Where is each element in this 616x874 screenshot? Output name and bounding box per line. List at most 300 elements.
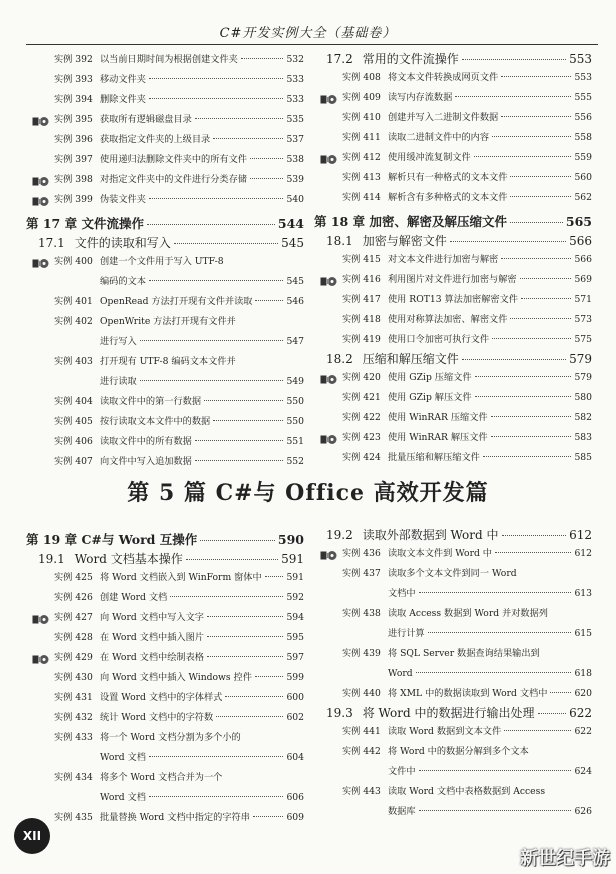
entry-label: 实例 397 [54, 154, 93, 165]
running-header: C#开发实例大全（基础卷） [219, 26, 397, 41]
page-number: 556 [574, 112, 592, 123]
page-number: 595 [286, 632, 304, 643]
entry-text: Word [388, 668, 413, 679]
page-number: 551 [286, 436, 304, 447]
entry-line [100, 190, 304, 210]
page-number: 618 [574, 668, 592, 679]
entry-line [100, 608, 304, 628]
dot-leader [255, 676, 284, 677]
dot-leader [492, 136, 571, 137]
page-number: 606 [286, 792, 304, 803]
entry-body [100, 392, 304, 412]
entry-line [100, 412, 304, 432]
page-number: 550 [286, 416, 304, 427]
entry-body [100, 90, 304, 110]
entry-text: 读取 Word 文档中表格数据到 Access [388, 786, 546, 797]
entry-label: 实例 442 [342, 746, 381, 757]
entry-line [388, 88, 592, 108]
video-cd-icon [320, 549, 340, 560]
page-number: 622 [569, 706, 592, 720]
entry-body [100, 70, 304, 90]
entry-text: 使用 ROT13 算法加密解密文件 [388, 294, 518, 305]
entry-body [388, 290, 592, 310]
toc-entry[interactable] [26, 90, 304, 110]
entry-label: 实例 434 [54, 772, 93, 783]
entry-label: 实例 425 [54, 572, 93, 583]
page-number: 585 [574, 452, 592, 463]
entry-body [100, 588, 304, 608]
section-heading[interactable] [314, 704, 592, 722]
entry-line [388, 188, 592, 208]
entry-line [388, 664, 592, 684]
entry-label: 实例 441 [342, 726, 381, 737]
entry-line [100, 708, 304, 728]
entry-text: Word 文档 [100, 752, 146, 763]
dot-leader [149, 198, 284, 199]
dot-leader [450, 241, 566, 242]
page-number: 569 [574, 274, 592, 285]
entry-label: 实例 414 [342, 192, 381, 203]
entry-text: 读取 Access 数据到 Word 并对数据列 [388, 608, 548, 619]
page-number: 537 [286, 134, 304, 145]
entry-text: 利用图片对文件进行加密与解密 [388, 274, 517, 285]
dot-leader [491, 416, 572, 417]
entry-body [388, 310, 592, 330]
video-cd-icon [32, 195, 52, 206]
page-number: 562 [574, 192, 592, 203]
dot-leader [475, 376, 572, 377]
entry-line [100, 150, 304, 170]
toc-entry[interactable] [314, 88, 592, 108]
page-number: 604 [286, 752, 304, 763]
toc-entry[interactable] [26, 312, 304, 352]
entry-label: 实例 429 [54, 652, 93, 663]
entry-text: 解析只有一种格式的文本文件 [388, 172, 508, 183]
entry-text: 读取二进制文件中的内容 [388, 132, 490, 143]
entry-label: 实例 437 [342, 568, 381, 579]
entry-text: 创建并写入二进制文件数据 [388, 112, 499, 123]
toc-entry[interactable] [314, 290, 592, 310]
page-number: 533 [286, 74, 304, 85]
entry-line [388, 68, 592, 88]
entry-line [100, 628, 304, 648]
entry-body [100, 352, 304, 392]
entry-line [100, 70, 304, 90]
entry-text: OpenWrite 方法打开现有文件并 [100, 316, 236, 327]
entry-line [100, 50, 304, 70]
entry-line [100, 728, 304, 748]
section-heading[interactable] [26, 234, 304, 252]
entry-label: 实例 409 [342, 92, 381, 103]
toc-entry[interactable] [26, 130, 304, 150]
entry-label: 实例 406 [54, 436, 93, 447]
page-number: 609 [286, 812, 304, 823]
toc-entry[interactable] [314, 250, 592, 270]
entry-label: 实例 436 [342, 548, 381, 559]
entry-body [388, 250, 592, 270]
page-number: 622 [574, 726, 592, 737]
entry-text: 使用对称算法加密、解密文件 [388, 314, 508, 325]
toc-entry[interactable] [26, 648, 304, 668]
toc-entry[interactable] [314, 428, 592, 448]
entry-line [100, 788, 304, 808]
toc-entry[interactable] [314, 270, 592, 290]
dot-leader [195, 118, 284, 119]
toc-entry[interactable] [26, 50, 304, 70]
video-cd-icon [32, 653, 52, 664]
chapter-heading[interactable] [26, 214, 304, 234]
dot-leader [216, 716, 283, 717]
toc-entry[interactable] [26, 432, 304, 452]
entry-text: 进行写入 [100, 336, 137, 347]
entry-body [388, 604, 592, 644]
page-number: 602 [286, 712, 304, 723]
toc-entry[interactable] [314, 448, 592, 468]
dot-leader [455, 96, 571, 97]
entry-text: 使用缓冲流复制文件 [388, 152, 471, 163]
toc-entry[interactable] [26, 728, 304, 768]
section-number: 18.1 [326, 234, 353, 248]
entry-label: 实例 395 [54, 114, 93, 125]
page-number: 559 [574, 152, 592, 163]
dot-leader [140, 380, 284, 381]
toc-entry[interactable] [314, 388, 592, 408]
entry-line [388, 148, 592, 168]
entry-text: 读取文件中的第一行数据 [100, 396, 202, 407]
section-number: 17.2 [326, 52, 353, 66]
entry-text: 进行计算 [388, 628, 425, 639]
entry-text: 获取所有逻辑磁盘目录 [100, 114, 192, 125]
dot-leader [265, 576, 284, 577]
section-title: 常用的文件流操作 [362, 52, 459, 66]
dot-leader [149, 78, 284, 79]
toc-entry[interactable] [26, 568, 304, 588]
entry-label: 实例 426 [54, 592, 93, 603]
dot-leader [521, 298, 571, 299]
page-number: 558 [574, 132, 592, 143]
toc-entry[interactable] [26, 150, 304, 170]
dot-leader [200, 540, 275, 541]
toc-entry[interactable] [26, 110, 304, 130]
entry-body [100, 190, 304, 210]
dot-leader [510, 318, 571, 319]
entry-label: 实例 417 [342, 294, 381, 305]
entry-line [388, 584, 592, 604]
entry-line [388, 310, 592, 330]
entry-text: 对指定文件夹中的文件进行分类存储 [100, 174, 247, 185]
toc-entry[interactable] [26, 170, 304, 190]
toc-entry[interactable] [26, 190, 304, 210]
dot-leader [501, 116, 571, 117]
dot-leader [501, 76, 571, 77]
entry-text: 创建一个文件用于写入 UTF-8 [100, 256, 224, 267]
entry-body [100, 688, 304, 708]
toc-entry[interactable] [26, 452, 304, 472]
entry-text: 按行读取文本文件中的数据 [100, 416, 211, 427]
entry-label: 实例 416 [342, 274, 381, 285]
toc-entry[interactable] [314, 544, 592, 564]
section-title: Word 文档基本操作 [74, 552, 183, 566]
toc-entry[interactable] [26, 668, 304, 688]
toc-entry[interactable] [314, 782, 592, 822]
entry-line [388, 802, 592, 822]
page-number: 612 [574, 548, 592, 559]
section-heading[interactable] [314, 232, 592, 250]
page-number: 545 [286, 276, 304, 287]
toc-entry[interactable] [314, 310, 592, 330]
entry-line [388, 684, 592, 704]
dot-leader [419, 592, 572, 593]
entry-line [388, 722, 592, 742]
entry-label: 实例 443 [342, 786, 381, 797]
toc-entry[interactable] [26, 292, 304, 312]
entry-label: 实例 405 [54, 416, 93, 427]
entry-text: 统计 Word 文档中的字符数 [100, 712, 214, 723]
toc-entry[interactable] [26, 252, 304, 292]
page-number: 555 [574, 92, 592, 103]
entry-line [100, 110, 304, 130]
dot-leader [502, 535, 567, 536]
section-heading[interactable] [314, 50, 592, 68]
watermark-logo: 新世纪手游 [520, 848, 610, 869]
section-title: 读取外部数据到 Word 中 [362, 528, 499, 542]
toc-entry[interactable] [26, 392, 304, 412]
entry-text: 读写内存流数据 [388, 92, 453, 103]
entry-text: 在 Word 文档中插入图片 [100, 632, 204, 643]
entry-body [388, 684, 592, 704]
video-cd-icon [32, 257, 52, 268]
entry-body [100, 452, 304, 472]
entry-line [388, 290, 592, 310]
video-cd-icon [320, 433, 340, 444]
dot-leader [504, 730, 571, 731]
toc-entry[interactable] [26, 608, 304, 628]
entry-label: 实例 410 [342, 112, 381, 123]
entry-text: 读取多个文本文件到同一 Word [388, 568, 517, 579]
entry-line [100, 170, 304, 190]
entry-line [100, 808, 304, 828]
section-number: 19.2 [326, 528, 353, 542]
entry-line [388, 330, 592, 350]
dot-leader [510, 222, 563, 223]
entry-label: 实例 403 [54, 356, 93, 367]
toc-entry[interactable] [314, 722, 592, 742]
entry-body [388, 108, 592, 128]
entry-body [100, 608, 304, 628]
toc-entry[interactable] [26, 352, 304, 392]
toc-entry[interactable] [314, 128, 592, 148]
page-number: 591 [286, 572, 304, 583]
toc-entry[interactable] [314, 148, 592, 168]
chapter-heading[interactable] [26, 530, 304, 550]
page-number: 615 [574, 628, 592, 639]
toc-entry[interactable] [26, 708, 304, 728]
entry-label: 实例 394 [54, 94, 93, 105]
entry-text: 打开现有 UTF-8 编码文本文件并 [100, 356, 236, 367]
entry-body [388, 188, 592, 208]
toc-entry[interactable] [26, 768, 304, 808]
entry-text: 将 Word 文档嵌入到 WinForm 窗体中 [100, 572, 262, 583]
toc-entry[interactable] [26, 688, 304, 708]
toc-entry[interactable] [314, 108, 592, 128]
entry-line [100, 252, 304, 272]
toc-entry[interactable] [314, 408, 592, 428]
header-rule [26, 44, 598, 45]
entry-text: 将 Word 中的数据分解到多个文本 [388, 746, 529, 757]
page-number: 553 [569, 52, 592, 66]
entry-line [388, 644, 592, 664]
entry-text: 使用递归法删除文件夹中的所有文件 [100, 154, 247, 165]
dot-leader [419, 810, 572, 811]
chapter-heading[interactable] [314, 212, 592, 232]
entry-line [100, 90, 304, 110]
entry-text: 删除文件夹 [100, 94, 146, 105]
entry-body [388, 68, 592, 88]
entry-label: 实例 431 [54, 692, 93, 703]
entry-text: 批量压缩和解压缩文件 [388, 452, 480, 463]
entry-body [100, 312, 304, 352]
dot-leader [462, 359, 566, 360]
toc-entry[interactable] [314, 330, 592, 350]
entry-body [100, 252, 304, 292]
entry-label: 实例 404 [54, 396, 93, 407]
page-number: 590 [277, 532, 304, 547]
entry-line [100, 392, 304, 412]
video-cd-icon [320, 373, 340, 384]
entry-text: 使用 WinRAR 解压文件 [388, 432, 488, 443]
video-cd-icon [320, 153, 340, 164]
entry-line [388, 428, 592, 448]
toc-entry[interactable] [314, 742, 592, 782]
toc-entry[interactable] [314, 68, 592, 88]
toc-entry[interactable] [314, 684, 592, 704]
dot-leader [213, 420, 283, 421]
entry-line [388, 108, 592, 128]
toc-entry[interactable] [26, 628, 304, 648]
toc-column-bottom-left [26, 526, 304, 828]
entry-label: 实例 400 [54, 256, 93, 267]
entry-label: 实例 393 [54, 74, 93, 85]
dot-leader [195, 460, 284, 461]
dot-leader [501, 258, 571, 259]
entry-body [100, 292, 304, 312]
toc-entry[interactable] [26, 588, 304, 608]
entry-line [388, 448, 592, 468]
dot-leader [462, 59, 566, 60]
section-number: 19.3 [326, 706, 353, 720]
entry-label: 实例 419 [342, 334, 381, 345]
entry-label: 实例 421 [342, 392, 381, 403]
dot-leader [474, 156, 572, 157]
entry-line [388, 544, 592, 564]
entry-body [388, 388, 592, 408]
entry-text: 在 Word 文档中绘制表格 [100, 652, 204, 663]
entry-text: 文件中 [388, 766, 416, 777]
entry-body [388, 168, 592, 188]
section-title: 将 Word 中的数据进行输出处理 [362, 706, 535, 720]
entry-label: 实例 433 [54, 732, 93, 743]
video-cd-icon [32, 613, 52, 624]
entry-label: 实例 427 [54, 612, 93, 623]
entry-text: OpenRead 方法打开现有文件并读取 [100, 296, 253, 307]
entry-text: 向文件中写入追加数据 [100, 456, 192, 467]
entry-line [100, 648, 304, 668]
toc-entry[interactable] [314, 564, 592, 604]
page-number-badge: XII [14, 818, 50, 854]
section-title: 加密与解密文件 [362, 234, 447, 248]
entry-body [388, 428, 592, 448]
dot-leader [416, 672, 572, 673]
entry-label: 实例 422 [342, 412, 381, 423]
video-cd-icon [320, 93, 340, 104]
section-heading[interactable] [314, 526, 592, 544]
entry-text: 批量替换 Word 文档中指定的字符串 [100, 812, 250, 823]
dot-leader [149, 280, 284, 281]
page-number: 566 [574, 254, 592, 265]
video-cd-icon [320, 275, 340, 286]
toc-entry[interactable] [314, 168, 592, 188]
entry-body [388, 88, 592, 108]
page-number: 624 [574, 766, 592, 777]
chapter-title: 第 18 章 加密、解密及解压缩文件 [314, 214, 507, 229]
page-number: 582 [574, 412, 592, 423]
dot-leader [428, 632, 572, 633]
entry-body [100, 432, 304, 452]
page-number: 580 [574, 392, 592, 403]
toc-entry[interactable] [314, 368, 592, 388]
page-number: 620 [574, 688, 592, 699]
entry-body [388, 128, 592, 148]
entry-label: 实例 415 [342, 254, 381, 265]
page-number: 591 [281, 552, 304, 566]
entry-line [100, 688, 304, 708]
toc-entry[interactable] [314, 188, 592, 208]
entry-label: 实例 412 [342, 152, 381, 163]
entry-label: 实例 418 [342, 314, 381, 325]
page-number: 594 [286, 612, 304, 623]
section-heading[interactable] [26, 550, 304, 568]
section-number: 19.1 [38, 552, 65, 566]
entry-body [388, 564, 592, 604]
entry-line [388, 270, 592, 290]
entry-text: 数据库 [388, 806, 416, 817]
page-number: 575 [574, 334, 592, 345]
dot-leader [495, 552, 571, 553]
page-number: 566 [569, 234, 592, 248]
page-number: 579 [574, 372, 592, 383]
toc-entry[interactable] [26, 808, 304, 828]
entry-body [388, 782, 592, 822]
entry-line [100, 352, 304, 372]
entry-text: 向 Word 文档中插入 Windows 控件 [100, 672, 252, 683]
entry-text: 使用 WinRAR 压缩文件 [388, 412, 488, 423]
entry-body [388, 330, 592, 350]
toc-entry[interactable] [314, 604, 592, 644]
dot-leader [550, 692, 571, 693]
entry-label: 实例 411 [342, 132, 381, 143]
toc-entry[interactable] [314, 644, 592, 684]
entry-label: 实例 424 [342, 452, 381, 463]
toc-entry[interactable] [26, 412, 304, 432]
page-number: 540 [286, 194, 304, 205]
entry-text: 使用 GZip 解压文件 [388, 392, 472, 403]
entry-line [100, 312, 304, 332]
section-title: 压缩和解压缩文件 [362, 352, 459, 366]
entry-body [100, 708, 304, 728]
toc-entry[interactable] [26, 70, 304, 90]
section-heading[interactable] [314, 350, 592, 368]
page-number: 550 [286, 396, 304, 407]
